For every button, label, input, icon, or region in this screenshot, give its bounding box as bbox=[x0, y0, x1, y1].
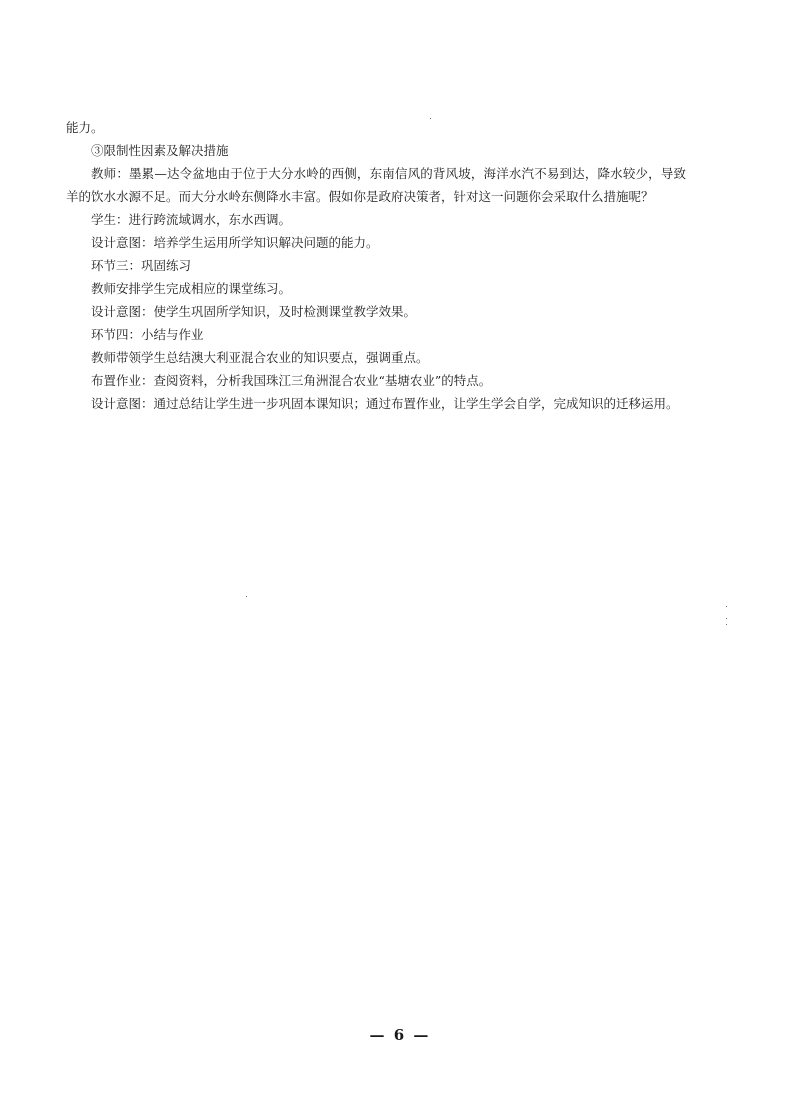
paragraph-design-intent-2: 设计意图：使学生巩固所学知识，及时检测课堂教学效果。 bbox=[91, 304, 417, 319]
paragraph-teacher-question: 教师：墨累—达令盆地由于位于大分水岭的西侧，东南信风的背风坡，海洋水汽不易到达，降水较少，导致羊的饮水水源不足。而大分水岭东侧降水丰富。假如你是政府决策者，针对这一问题你会采取什么措施呢？ bbox=[66, 166, 686, 204]
scan-speck bbox=[726, 624, 727, 625]
document-body bbox=[66, 116, 686, 415]
paragraph-continuation: 能力。 bbox=[66, 120, 104, 135]
paragraph-teacher-summary: 教师带领学生总结澳大利亚混合农业的知识要点，强调重点。 bbox=[91, 350, 429, 365]
paragraph-teacher-exercise: 教师安排学生完成相应的课堂练习。 bbox=[91, 281, 292, 296]
paragraph-design-intent-1: 设计意图：培养学生运用所学知识解决问题的能力。 bbox=[91, 235, 379, 250]
scan-speck bbox=[430, 118, 431, 119]
section-heading-limiting-factors: ③限制性因素及解决措施 bbox=[91, 143, 229, 158]
scan-speck bbox=[726, 606, 727, 607]
page-number: — 6 — bbox=[369, 1026, 431, 1044]
scan-speck bbox=[246, 596, 247, 597]
section-heading-stage-four: 环节四：小结与作业 bbox=[91, 327, 204, 342]
scan-speck bbox=[726, 618, 727, 619]
section-heading-stage-three: 环节三：巩固练习 bbox=[91, 258, 192, 273]
paragraph-student-answer: 学生：进行跨流域调水，东水西调。 bbox=[91, 212, 292, 227]
paragraph-design-intent-3: 设计意图：通过总结让学生进一步巩固本课知识；通过布置作业，让学生学会自学，完成知识的迁移运用。 bbox=[91, 396, 679, 411]
paragraph-homework: 布置作业：查阅资料，分析我国珠江三角洲混合农业“基塘农业”的特点。 bbox=[91, 373, 492, 388]
